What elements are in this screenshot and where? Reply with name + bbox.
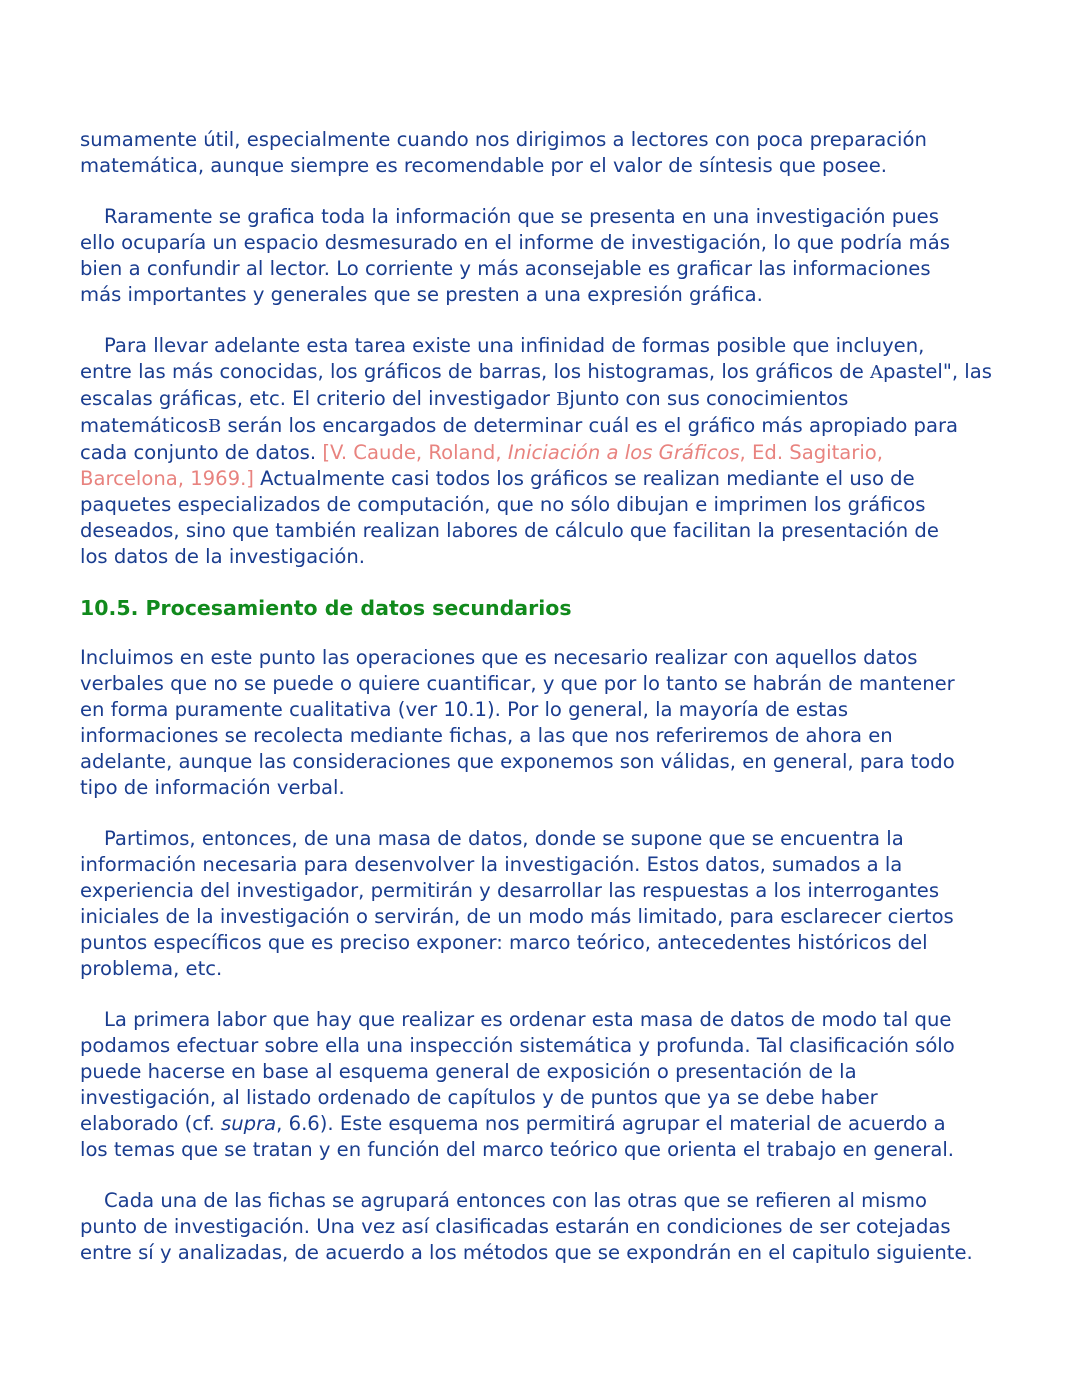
- text-line: experiencia del investigador, permitirán y desarrollar las respuestas a los interrogantes: [80, 878, 940, 902]
- text-line: Cada una de las fichas se agrupará entonces con las otras que se refieren al mismo: [104, 1188, 927, 1212]
- reference-title: Iniciación a los Gráficos: [507, 441, 740, 465]
- text-fragment: junto con sus conocimientos: [569, 387, 849, 411]
- text-line: [80, 386, 1020, 413]
- paragraph-graphics-usefulness: [80, 127, 1020, 179]
- text-line: La primera labor que hay que realizar es ordenar esta masa de datos de modo tal que: [104, 1007, 952, 1031]
- text-line: más importantes y generales que se presten a una expresión gráfica.: [80, 283, 763, 307]
- text-fragment: escalas gráficas, etc. El criterio del investigador: [80, 387, 557, 411]
- text-line: ello ocuparía un espacio desmesurado en el informe de investigación, lo que podría más: [80, 231, 950, 255]
- special-glyph: B: [208, 416, 222, 438]
- text-line: deseados, sino que también realizan labores de cálculo que facilitan la presentación de: [80, 518, 939, 542]
- paragraph-data-mass: [80, 826, 1020, 981]
- special-glyph: B: [556, 389, 570, 411]
- text-line: [80, 1111, 1020, 1137]
- text-line: podamos efectuar sobre ella una inspección sistemática y profunda. Tal clasificación sólo: [80, 1033, 955, 1057]
- text-line: Incluimos en este punto las operaciones que es necesario realizar con aquellos datos: [80, 646, 918, 670]
- text-fragment: serán los encargados de determinar cuál es el gráfico más apropiado para: [221, 414, 959, 438]
- paragraph-grouping: [80, 1188, 1020, 1266]
- text-line: bien a confundir al lector. Lo corriente y más aconsejable es graficar las informaciones: [80, 257, 931, 281]
- text-line: [80, 359, 1020, 386]
- text-line: Raramente se grafica toda la información que se presenta en una investigación pues: [104, 205, 939, 229]
- text-line: [80, 413, 1020, 440]
- special-glyph: A: [869, 362, 883, 384]
- text-line: investigación, al listado ordenado de capítulos y de puntos que ya se debe haber: [80, 1085, 878, 1109]
- text-line: [80, 466, 1020, 492]
- text-fragment: Actualmente casi todos los gráficos se realizan mediante el uso de: [253, 466, 915, 490]
- text-line: Partimos, entonces, de una masa de datos, donde se supone que se encuentra la: [104, 827, 904, 851]
- text-line: Para llevar adelante esta tarea existe una infinidad de formas posible que incluyen,: [104, 334, 925, 358]
- section-heading: 10.5. Procesamiento de datos secundarios: [80, 596, 572, 621]
- text-line: informaciones se recolecta mediante fichas, a las que nos referiremos de ahora en: [80, 723, 893, 747]
- text-fragment: entre las más conocidas, los gráficos de barras, los histogramas, los gráficos de: [80, 360, 870, 384]
- text-line: puntos específicos que es preciso exponer: marco teórico, antecedentes históricos del: [80, 930, 928, 954]
- text-line: tipo de información verbal.: [80, 775, 345, 799]
- text-fragment: elaborado (cf.: [80, 1111, 221, 1135]
- reference-author: [V. Caude, Roland,: [322, 441, 508, 465]
- reference-citation: [322, 441, 883, 464]
- text-line: puede hacerse en base al esquema general de exposición o presentación de la: [80, 1059, 857, 1083]
- reference-place-year: Barcelona, 1969.]: [80, 466, 254, 490]
- italic-term: supra: [221, 1111, 277, 1135]
- text-line: problema, etc.: [80, 956, 223, 980]
- text-fragment: matemáticos: [80, 414, 209, 438]
- text-line: [80, 440, 1020, 466]
- text-line: en forma puramente cualitativa (ver 10.1). Por lo general, la mayoría de estas: [80, 697, 849, 721]
- text-line: información necesaria para desenvolver la investigación. Estos datos, sumados a la: [80, 852, 903, 876]
- text-line: verbales que no se puede o quiere cuantificar, y que por lo tanto se habrán de mantener: [80, 672, 955, 695]
- text-line: los datos de la investigación.: [80, 544, 365, 568]
- paragraph-graph-types: [80, 333, 1020, 569]
- paragraph-graphing-selection: [80, 204, 1020, 308]
- paragraph-verbal-data: [80, 645, 1020, 800]
- paragraph-ordering: [80, 1007, 1020, 1162]
- text-line: iniciales de la investigación o servirán, de un modo más limitado, para esclarecer ciertos: [80, 904, 954, 928]
- text-fragment: , 6.6). Este esquema nos permitirá agrupar el material de acuerdo a: [276, 1111, 946, 1135]
- text-fragment: pastel", las: [882, 360, 992, 384]
- text-line: adelante, aunque las consideraciones que exponemos son válidas, en general, para todo: [80, 749, 955, 773]
- text-line: paquetes especializados de computación, que no sólo dibujan e imprimen los gráficos: [80, 492, 926, 516]
- reference-publisher: , Ed. Sagitario,: [739, 441, 884, 465]
- text-line: sumamente útil, especialmente cuando nos dirigimos a lectores con poca preparación: [80, 128, 927, 151]
- text-line: los temas que se tratan y en función del marco teórico que orienta el trabajo en general.: [80, 1137, 955, 1161]
- text-fragment: cada conjunto de datos.: [80, 441, 323, 465]
- document-page: [80, 127, 1020, 1291]
- text-line: entre sí y analizadas, de acuerdo a los métodos que se expondrán en el capitulo siguiente.: [80, 1240, 973, 1264]
- text-line: matemática, aunque siempre es recomendable por el valor de síntesis que posee.: [80, 153, 887, 177]
- text-line: punto de investigación. Una vez así clasificadas estarán en condiciones de ser cotejadas: [80, 1214, 951, 1238]
